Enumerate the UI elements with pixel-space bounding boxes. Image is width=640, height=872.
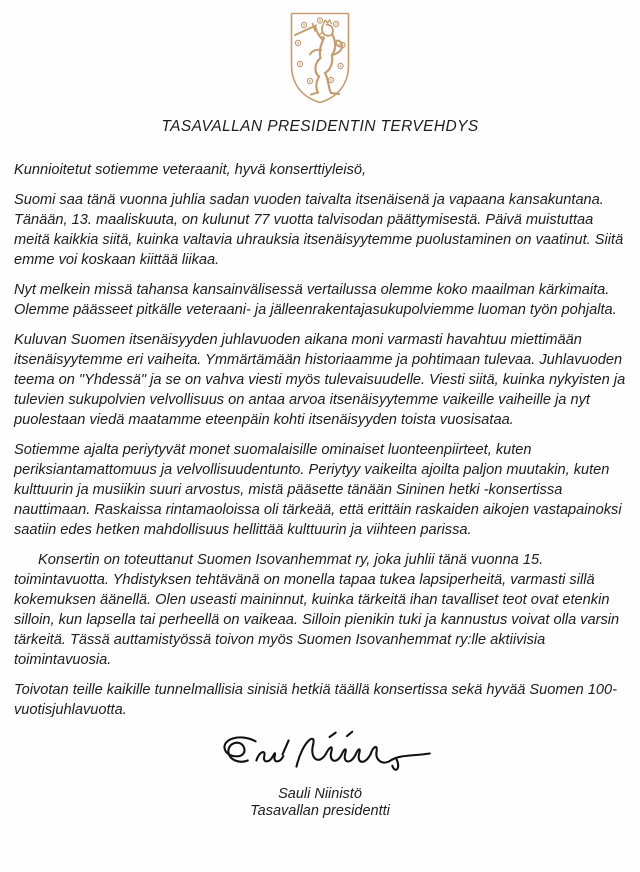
- letter-paragraph: Suomi saa tänä vuonna juhlia sadan vuoden taivalta itsenäisenä ja vapaana kansakuntana. Tänään, 13. maaliskuuta, on kulunut 77 vuotta talvisodan päättymisestä. Päivä muistuttaa meitä kaikkia siitä, kuinka valtavia uhrauksia itsenäisyytemme puolustaminen on vaatinut. Siitä emme voi koskaan kiittää liikaa.: [14, 192, 624, 268]
- letter-paragraph: Kuluvan Suomen itsenäisyyden juhlavuoden aikana moni varmasti havahtuu miettimään itsenäisyytemme eri vaiheita. Ymmärtämään historiaamme ja pohtimaan tulevaa. Juhlavuoden teema on "Yhdessä" ja se on vahva viesti myös tulevaisuudelle. Viesti siitä, kuinka nykyisten ja tulevien sukupolvien velvollisuus on antaa arvoa itsenäisyytemme vaikeille vaiheille ja nyt puolestaan viedä maatamme eteenpäin kohti itsenäisyyden toista vuosisataa.: [14, 332, 626, 428]
- letter-paragraph: Sotiemme ajalta periytyvät monet suomalaisille ominaiset luonteenpiirteet, kuten periksiantamattomuus ja velvollisuudentunto. Periytyy vaikeilta ajoilta paljon muutakin, kuten kulttuurin ja musiikin suuri arvostus, mistä pääsette tänään Sininen hetki -konsertissa nauttimaan. Raskaissa rintamaoloissa oli tärkeää, että erittäin raskaiden aikojen vastapainoksi saatiin edes hetken mahdollisuus hellittää kulttuurin ja viihteen parissa.: [14, 442, 622, 538]
- handwritten-signature-icon: [180, 730, 460, 784]
- signatory-name: Sauli Niinistö: [278, 786, 362, 802]
- letter-paragraph: Nyt melkein missä tahansa kansainvälisessä vertailussa olemme koko maailman kärkimaita. Olemme päässeet pitkälle veteraani- ja jälleenrakentajasukupolviemme luoman työn pohjalta.: [14, 282, 617, 318]
- signature-block: [14, 730, 626, 820]
- letter-body: [14, 160, 626, 720]
- letter-paragraph: Toivotan teille kaikille tunnelmallisia sinisiä hetkiä täällä konsertissa sekä hyvää Suomen 100-vuotisjuhlavuotta.: [14, 682, 617, 718]
- salutation: Kunnioitetut sotiemme veteraanit, hyvä konserttiyleisö,: [14, 162, 367, 178]
- lion-icon: [295, 20, 342, 95]
- letter-paragraph: Konsertin on toteuttanut Suomen Isovanhemmat ry, joka juhlii tänä vuonna 15. toimintavuotta. Yhdistyksen tehtävänä on monella tapaa tukea lapsiperheitä, varmasti sillä kokemuksen äänellä. Olen useasti maininnut, kuinka tärkeitä ihan tavalliset teot ovat etenkin silloin, kun lapsella tai perheellä on vaikeaa. Silloin pienikin tuki ja kannustus voivat olla varsin tärkeitä. Tässä auttamistyössä toivon myös Suomen Isovanhemmat ry:lle aktiivisia toimintavuosia.: [14, 552, 620, 668]
- letter-title: TASAVALLAN PRESIDENTIN TERVEHDYS: [161, 118, 479, 135]
- signatory-title: Tasavallan presidentti: [250, 803, 390, 819]
- finland-coat-of-arms-icon: [287, 10, 353, 106]
